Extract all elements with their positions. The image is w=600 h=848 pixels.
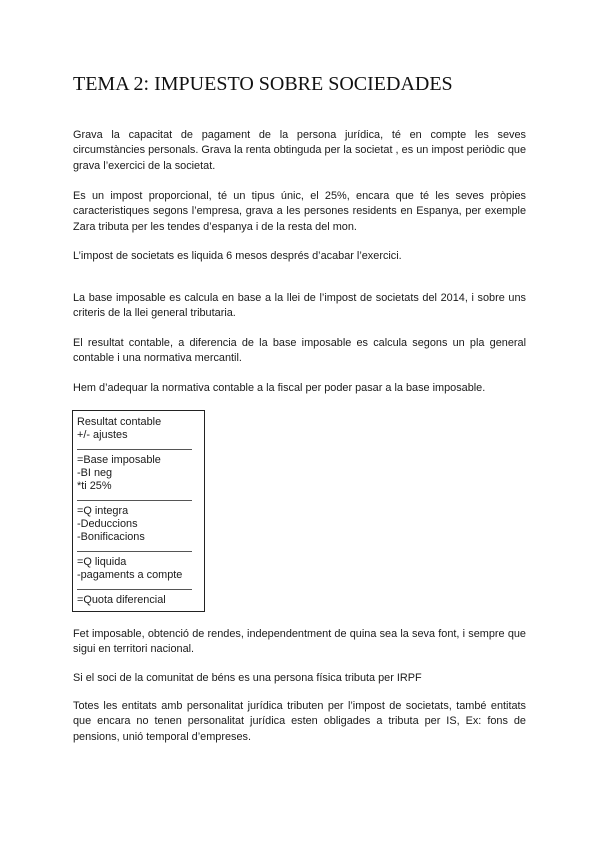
box-line: Resultat contable bbox=[77, 416, 162, 428]
box-line: =Base imposable bbox=[77, 454, 161, 466]
box-group-differential-quota bbox=[77, 594, 196, 607]
paragraph-entities: Totes les entitats amb personalitat jurídica tributen per l’impost de societats, també entitats que encara no tenen personalitat jurídica esten obligades a tributa per IS, Ex: fons de pensions, unió temporal d’empreses. bbox=[73, 700, 526, 743]
paragraph-liquidation-period: L’impost de societats es liquida 6 mesos després d’acabar l’exercici. bbox=[73, 250, 402, 262]
paragraph-taxable-base: La base imposable es calcula en base a la llei de l’impost de societats del 2014, i sobre uns criteris de la llei general tributaria. bbox=[73, 292, 526, 320]
box-line: =Q integra bbox=[77, 505, 129, 517]
box-divider bbox=[77, 589, 192, 590]
box-divider bbox=[77, 500, 192, 501]
box-line: =Quota diferencial bbox=[77, 594, 166, 606]
box-line: *ti 25% bbox=[77, 479, 112, 492]
paragraph-adjust-normative: Hem d’adequar la normativa contable a la fiscal per poder pasar a la base imposable. bbox=[73, 382, 486, 394]
box-group-gross-quota bbox=[77, 505, 196, 544]
box-line: -pagaments a compte bbox=[77, 568, 183, 581]
paragraph-proportional-tax: Es un impost proporcional, té un tipus únic, el 25%, encara que té les seves pròpies caracteristiques segons l’empresa, grava a les persones residents en Espanya, per exemple Zara tributa per les tendes d’espanya i de la resta del mon. bbox=[73, 190, 526, 233]
box-line: +/- ajustes bbox=[77, 428, 128, 441]
paragraph-community-partner: Si el soci de la comunitat de béns es una persona física tributa per IRPF bbox=[73, 672, 422, 684]
box-line: -BI neg bbox=[77, 466, 113, 479]
box-line: =Q liquida bbox=[77, 556, 127, 568]
box-group-accounting-result bbox=[77, 416, 196, 442]
document-title: TEMA 2: IMPUESTO SOBRE SOCIEDADES bbox=[73, 73, 453, 95]
box-line: -Bonificacions bbox=[77, 530, 145, 543]
box-group-taxable-base bbox=[77, 454, 196, 493]
box-group-net-quota bbox=[77, 556, 196, 582]
tax-calculation-box bbox=[72, 410, 205, 612]
box-divider bbox=[77, 449, 192, 450]
paragraph-definition: Grava la capacitat de pagament de la persona jurídica, té en compte les seves circumstàncies personals. Grava la renta obtinguda per la societat , es un impost periòdic que grava l’exercici de la societat. bbox=[73, 129, 526, 172]
box-divider bbox=[77, 551, 192, 552]
paragraph-taxable-event: Fet imposable, obtenció de rendes, independentment de quina sea la seva font, i sempre que sigui en territori nacional. bbox=[73, 628, 526, 656]
box-line: -Deduccions bbox=[77, 517, 138, 530]
paragraph-accounting-result: El resultat contable, a diferencia de la base imposable es calcula segons un pla general contable i una normativa mercantil. bbox=[73, 337, 526, 365]
